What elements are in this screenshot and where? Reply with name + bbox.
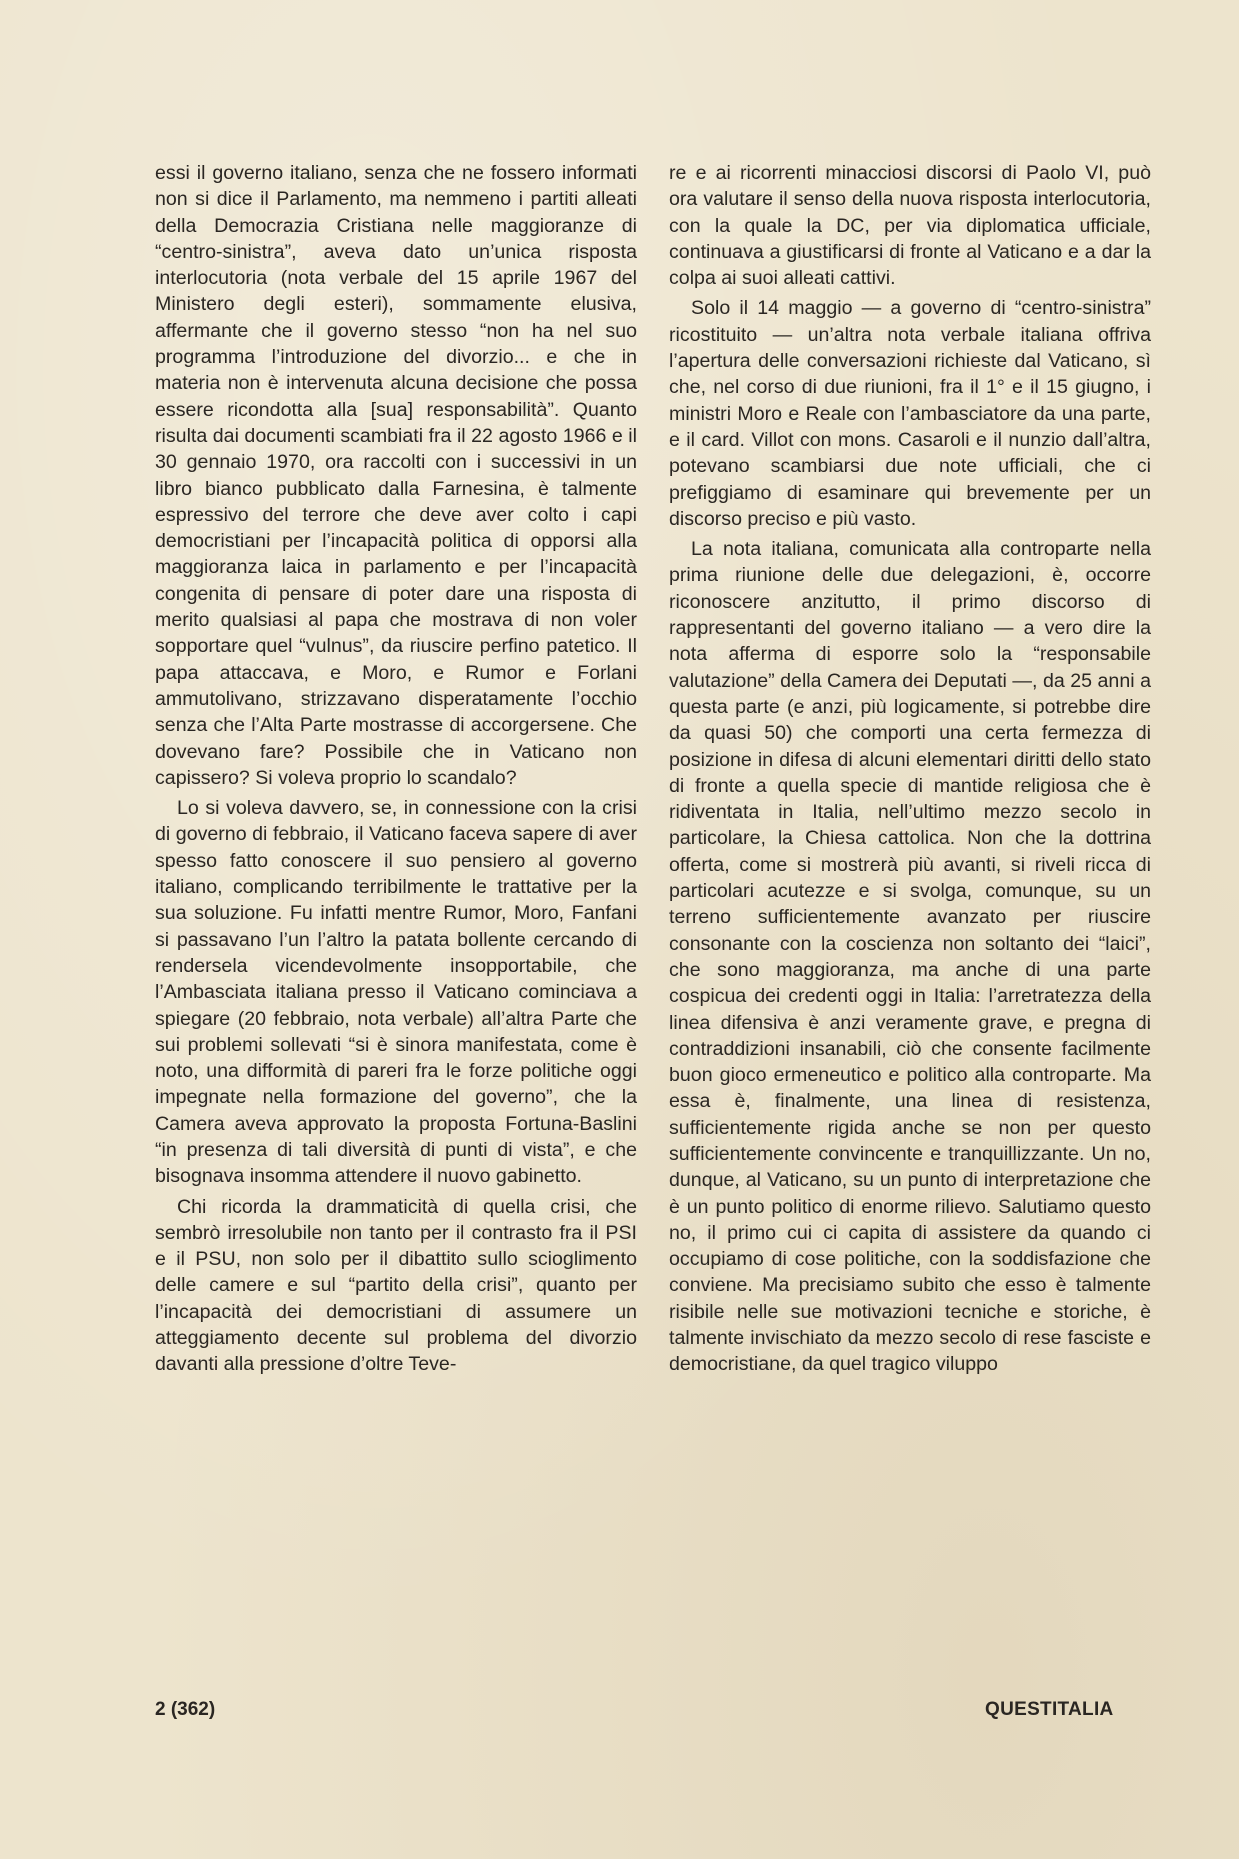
text-column-left — [155, 160, 637, 1378]
text-column-right — [669, 160, 1151, 1378]
paragraph: essi il governo italiano, senza che ne fossero informati non si dice il Parlamento, ma nemmeno i partiti alleati della Democrazia Cristiana nelle maggioranze di “centro-sinistra”, aveva dato un’unica risposta interlocutoria (nota verbale del 15 aprile 1967 del Ministero degli esteri), sommamente elusiva, affermante che il governo stesso “non ha nel suo programma l’introduzione del divorzio... e che in materia non è intervenuta alcuna decisione che possa essere ricondotta alla [sua] responsabilità”. Quanto risulta dai documenti scambiati fra il 22 agosto 1966 e il 30 gennaio 1970, ora raccolti con i successivi in un libro bianco pubblicato dalla Farnesina, è talmente espressivo del terrore che deve aver colto i capi democristiani per l’incapacità politica di opporsi alla maggioranza laica in parlamento e per l’incapacità congenita di pensare di poter dare una risposta di merito qualsiasi al papa che mostrava di non voler sopportare quel “vulnus”, da riuscire perfino patetico. Il papa attaccava, e Moro, e Rumor e Forlani ammutolivano, strizzavano disperatamente l’occhio senza che l’Alta Parte mostrasse di accorgersene. Che dovevano fare? Possibile che in Vaticano non capissero? Si voleva proprio lo scandalo? — [155, 162, 637, 789]
page-number: 2 (362) — [155, 1699, 216, 1720]
paragraph: Solo il 14 maggio — a governo di “centro-sinistra” ricostituito — un’altra nota verbale italiana offriva l’apertura delle conversazioni richieste dal Vaticano, sì che, nel corso di due riunioni, fra il 1° e il 15 giugno, i ministri Moro e Reale con l’ambasciatore da una parte, e il card. Villot con mons. Casaroli e il nunzio dall’altra, potevano scambiarsi due note ufficiali, che ci prefiggiamo di esaminare qui brevemente per un discorso preciso e più vasto. — [669, 297, 1151, 530]
paragraph: re e ai ricorrenti minacciosi discorsi di Paolo VI, può ora valutare il senso della nuova risposta interlocutoria, con la quale la DC, per via diplomatica ufficiale, continuava a giustificarsi di fronte al Vaticano e a dar la colpa ai suoi alleati cattivi. — [669, 162, 1151, 290]
publication-name: QUESTITALIA — [985, 1699, 1114, 1720]
paragraph: La nota italiana, comunicata alla controparte nella prima riunione delle due delegazioni, è, occorre riconoscere anzitutto, il primo discorso di rappresentanti del governo italiano — a vero dire la nota afferma di esporre solo la “responsabile valutazione” della Camera dei Deputati —, da 25 anni a questa parte (e anzi, più logicamente, si potrebbe dire da quasi 50) che comporti una certa fermezza di posizione in difesa di alcuni elementari diritti dello stato di fronte a quella specie di mantide religiosa che è ridiventata in Italia, nell’ultimo mezzo secolo in particolare, la Chiesa cattolica. Non che la dottrina offerta, come si mostrerà più avanti, si riveli ricca di particolari acutezze e si svolga, comunque, su un terreno sufficientemente avanzato per riuscire consonante con la coscienza non soltanto dei “laici”, che sono maggioranza, ma anche di una parte cospicua dei credenti oggi in Italia: l’arretratezza della linea difensiva è anzi veramente grave, e pregna di contraddizioni insanabili, ciò che consente facilmente buon gioco ermeneutico e politico alla controparte. Ma essa è, finalmente, una linea di resistenza, sufficientemente rigida anche se non per questo sufficientemente convincente e tranquillizzante. Un no, dunque, al Vaticano, su un punto di interpretazione che è un punto politico di enorme rilievo. Salutiamo questo no, il primo cui ci capita di assistere da quando ci occupiamo di cose politiche, con la soddisfazione che conviene. Ma precisiamo subito che esso è talmente risibile nelle sue motivazioni tecniche e storiche, è talmente invischiato da mezzo secolo di rese fasciste e democristiane, da quel tragico viluppo — [669, 538, 1151, 1376]
paragraph: Chi ricorda la drammaticità di quella crisi, che sembrò irresolubile non tanto per il contrasto fra il PSI e il PSU, non solo per il dibattito sullo scioglimento delle camere e sul “partito della crisi”, quanto per l’incapacità dei democristiani di assumere un atteggiamento decente sul problema del divorzio davanti alla pressione d’oltre Teve- — [155, 1195, 637, 1376]
paragraph: Lo si voleva davvero, se, in connessione con la crisi di governo di febbraio, il Vaticano faceva sapere di aver spesso fatto conoscere il suo pensiero al governo italiano, complicando terribilmente le trattative per la sua soluzione. Fu infatti mentre Rumor, Moro, Fanfani si passavano l’un l’altro la patata bollente cercando di rendersela vicendevolmente insopportabile, che l’Ambasciata italiana presso il Vaticano cominciava a spiegare (20 febbraio, nota verbale) all’altra Parte che sui problemi sollevati “si è sinora manifestata, come è noto, una difformità di pareri fra le forze politiche oggi impegnate nella formazione del governo”, che la Camera aveva approvato la proposta Fortuna-Baslini “in presenza di tali diversità di punti di vista”, e che bisognava insomma attendere il nuovo gabinetto. — [155, 797, 637, 1188]
